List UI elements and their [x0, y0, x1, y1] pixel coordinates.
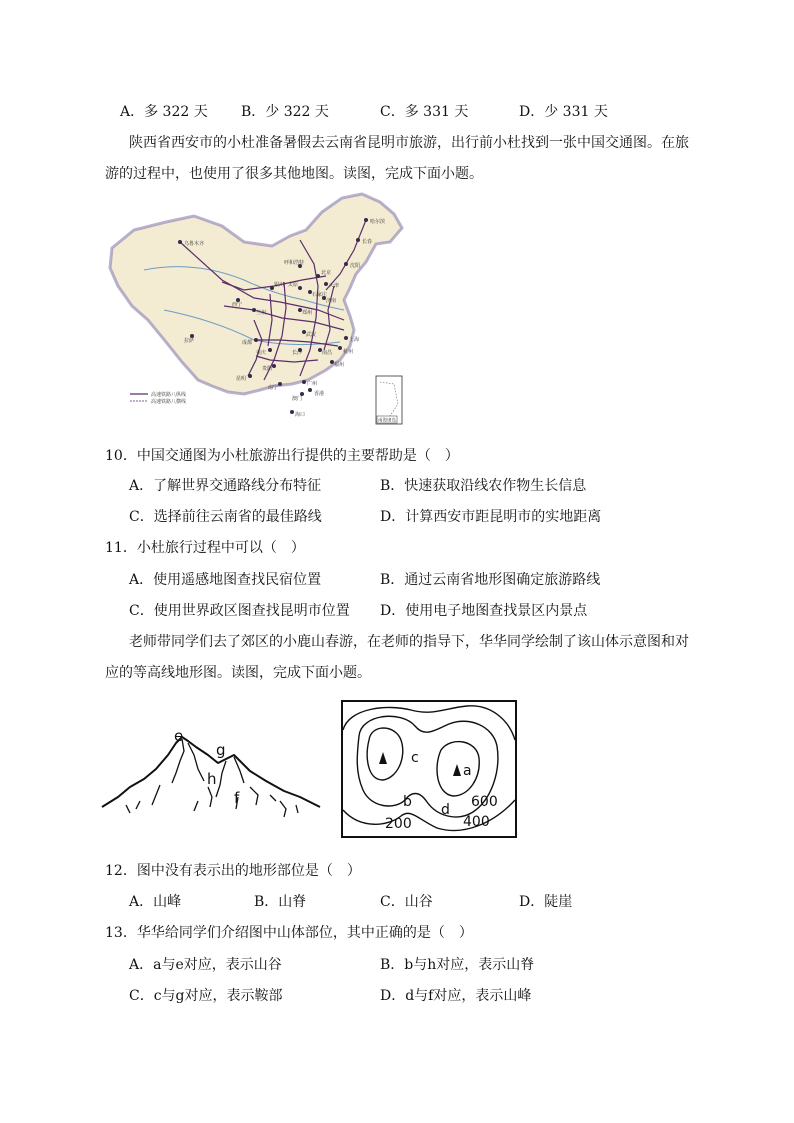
contour-value-200: 200 [385, 816, 412, 832]
city-label: 呼和浩特 [284, 260, 305, 266]
q9-option-c: C．多 331 天 [380, 104, 469, 120]
city-label: 澳门 [292, 396, 303, 402]
q11-option-b: B．通过云南省地形图确定旅游路线 [380, 572, 601, 588]
south-china-sea-inset [376, 376, 402, 424]
city-label: 上海 [349, 337, 360, 343]
q11-option-c: C．使用世界政区图查找昆明市位置 [129, 603, 350, 619]
intro1-line2: 游的过程中，也使用了很多其他地图。读图，完成下面小题。 [105, 166, 483, 182]
q10-option-a: A．了解世界交通路线分布特征 [129, 478, 322, 494]
q12-option-b: B．山脊 [254, 894, 307, 910]
city-label: 南宁 [268, 385, 279, 391]
q11-stem: 11．小杜旅行过程中可以（ ） [105, 540, 305, 556]
q10-option-b: B．快速获取沿线农作物生长信息 [380, 478, 587, 494]
china-transport-map [104, 190, 408, 426]
q13-option-b: B．b与h对应，表示山脊 [380, 957, 535, 973]
inset-label: 南海诸岛 [378, 418, 396, 424]
q10-stem: 10．中国交通图为小杜旅游出行提供的主要帮助是（ ） [105, 448, 459, 464]
intro2-line1: 老师带同学们去了郊区的小鹿山春游，在老师的指导下，华华同学绘制了该山体示意图和对 [129, 634, 689, 650]
contour-value-600: 600 [471, 794, 498, 810]
city-label: 拉萨 [184, 338, 195, 344]
city-label: 郑州 [302, 310, 313, 316]
q9-option-b: B．少 322 天 [241, 104, 329, 120]
city-label: 昆明 [236, 376, 247, 382]
contour-svg [341, 700, 517, 838]
intro1-line1: 陕西省西安市的小杜准备暑假去云南省昆明市旅游，出行前小杜找到一张中国交通图。在旅 [129, 135, 689, 151]
q10-option-d: D．计算西安市距昆明市的实地距离 [380, 509, 602, 525]
city-label: 太原 [288, 282, 299, 288]
q12-option-a: A．山峰 [129, 894, 182, 910]
city-label: 福州 [334, 362, 345, 368]
city-label: 南昌 [322, 350, 333, 356]
q12-option-c: C．山谷 [380, 894, 433, 910]
contour-map [341, 700, 517, 838]
city-label: 广州 [307, 381, 318, 387]
city-label: 兰州 [256, 310, 267, 316]
city-label: 海口 [295, 412, 306, 418]
city-label: 北京 [321, 270, 332, 276]
legend-label-horizontal: 高速铁路八横线 [151, 399, 187, 405]
label-h: h [207, 770, 217, 788]
q11-option-d: D．使用电子地图查找景区内景点 [380, 603, 588, 619]
q12-option-d: D．陡崖 [519, 894, 573, 910]
city-label: 长沙 [292, 350, 303, 356]
q13-option-d: D．d与f对应，表示山峰 [380, 988, 532, 1004]
city-label: 西宁 [232, 302, 243, 308]
label-e: e [174, 727, 184, 745]
label-d: d [441, 802, 450, 818]
city-label: 银川 [274, 282, 285, 288]
map-legend [130, 391, 186, 405]
intro2-line2: 应的等高线地形图。读图，完成下面小题。 [105, 665, 371, 681]
q11-option-a: A．使用遥感地图查找民宿位置 [129, 572, 322, 588]
label-a: a [463, 763, 472, 779]
q10-option-c: C．选择前往云南省的最佳路线 [129, 509, 322, 525]
city-label: 天津 [329, 283, 340, 289]
q13-option-c: C．c与g对应，表示鞍部 [129, 988, 283, 1004]
q13-stem: 13．华华给同学们介绍图中山体部位，其中正确的是（ ） [105, 925, 473, 941]
city-label: 沈阳 [350, 263, 361, 269]
label-f: f [234, 789, 240, 807]
china-map-svg [104, 190, 408, 426]
city-label: 杭州 [343, 349, 354, 355]
q12-stem: 12．图中没有表示出的地形部位是（ ） [105, 863, 361, 879]
china-land [110, 194, 402, 394]
city-label: 重庆 [256, 350, 267, 356]
city-label: 长春 [362, 239, 373, 245]
q13-option-a: A．a与e对应，表示山谷 [129, 957, 282, 973]
city-label: 石家庄 [312, 292, 328, 298]
mountain-sketch [100, 725, 322, 835]
city-label: 成都 [242, 340, 253, 346]
q9-option-d: D．少 331 天 [519, 104, 608, 120]
q9-option-a: A．多 322 天 [120, 104, 208, 120]
city-label: 乌鲁木齐 [184, 241, 205, 247]
label-b: b [403, 794, 412, 810]
city-label: 哈尔滨 [370, 219, 386, 225]
contour-value-400: 400 [463, 814, 490, 830]
legend-label-vertical: 高速铁路八纵线 [151, 392, 187, 398]
mountain-svg [100, 725, 322, 835]
city-label: 武汉 [306, 332, 317, 338]
city-label: 济南 [326, 298, 337, 304]
city-label: 贵阳 [262, 366, 273, 372]
label-c: c [411, 750, 419, 766]
city-label: 香港 [314, 391, 325, 397]
label-g: g [216, 741, 226, 759]
